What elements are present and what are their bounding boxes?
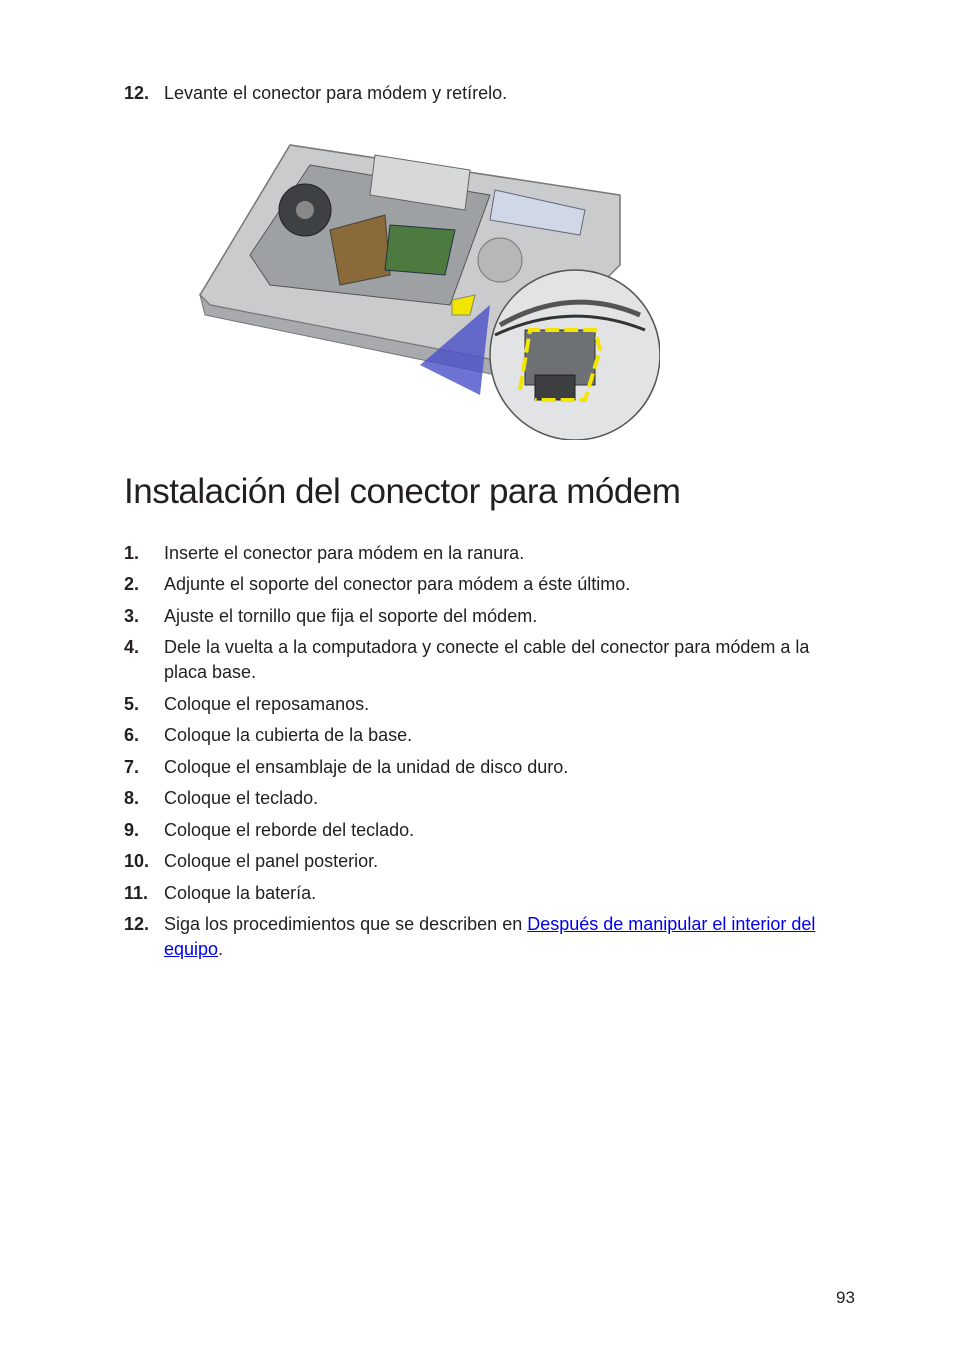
step-number: 12. — [124, 914, 150, 934]
step-text — [164, 912, 844, 962]
step-text: Dele la vuelta a la computadora y conecte el cable del conector para módem a la placa base. — [164, 637, 810, 682]
step-number: 4. — [124, 637, 140, 657]
step-text-after-link: . — [218, 939, 224, 959]
section-title: Instalación del conector para módem — [124, 472, 681, 511]
step-5 — [124, 692, 844, 717]
page-number: 93 — [836, 1288, 855, 1307]
step-text: Inserte el conector para módem en la ranura. — [164, 543, 525, 563]
after-working-inside-link[interactable]: Después de manipular el interior del equipo — [164, 914, 816, 959]
step-text: Adjunte el soporte del conector para módem a éste último. — [164, 574, 631, 594]
step-text: Ajuste el tornillo que fija el soporte del módem. — [164, 606, 538, 626]
step-text: Coloque la batería. — [164, 883, 317, 903]
step-number: 11. — [124, 883, 149, 903]
step-4 — [124, 635, 844, 685]
step-text: Coloque el reposamanos. — [164, 694, 370, 714]
step-number: 1. — [124, 543, 140, 563]
step-number: 12. — [124, 83, 150, 103]
step-10 — [124, 849, 844, 874]
step-number: 3. — [124, 606, 140, 626]
step-7 — [124, 755, 844, 780]
step-number: 5. — [124, 694, 140, 714]
step-9 — [124, 818, 844, 843]
step-2 — [124, 572, 844, 597]
step-number: 6. — [124, 725, 140, 745]
step-12 — [124, 912, 844, 962]
removal-step-12 — [124, 81, 844, 106]
step-text: Levante el conector para módem y retírelo. — [164, 83, 508, 103]
step-text: Coloque el reborde del teclado. — [164, 820, 415, 840]
step-1 — [124, 541, 844, 566]
step-number: 2. — [124, 574, 140, 594]
step-text: Coloque la cubierta de la base. — [164, 725, 413, 745]
step-11 — [124, 881, 844, 906]
step-8 — [124, 786, 844, 811]
step-number: 9. — [124, 820, 140, 840]
step-number: 10. — [124, 851, 150, 871]
step-number: 7. — [124, 757, 140, 777]
step-3 — [124, 604, 844, 629]
step-6 — [124, 723, 844, 748]
step-text: Coloque el panel posterior. — [164, 851, 379, 871]
step-text: Coloque el teclado. — [164, 788, 319, 808]
step-text: Coloque el ensamblaje de la unidad de disco duro. — [164, 757, 569, 777]
step-text-before-link: Siga los procedimientos que se describen en — [164, 914, 528, 934]
laptop-modem-connector-illustration — [190, 135, 660, 440]
step-number: 8. — [124, 788, 140, 808]
